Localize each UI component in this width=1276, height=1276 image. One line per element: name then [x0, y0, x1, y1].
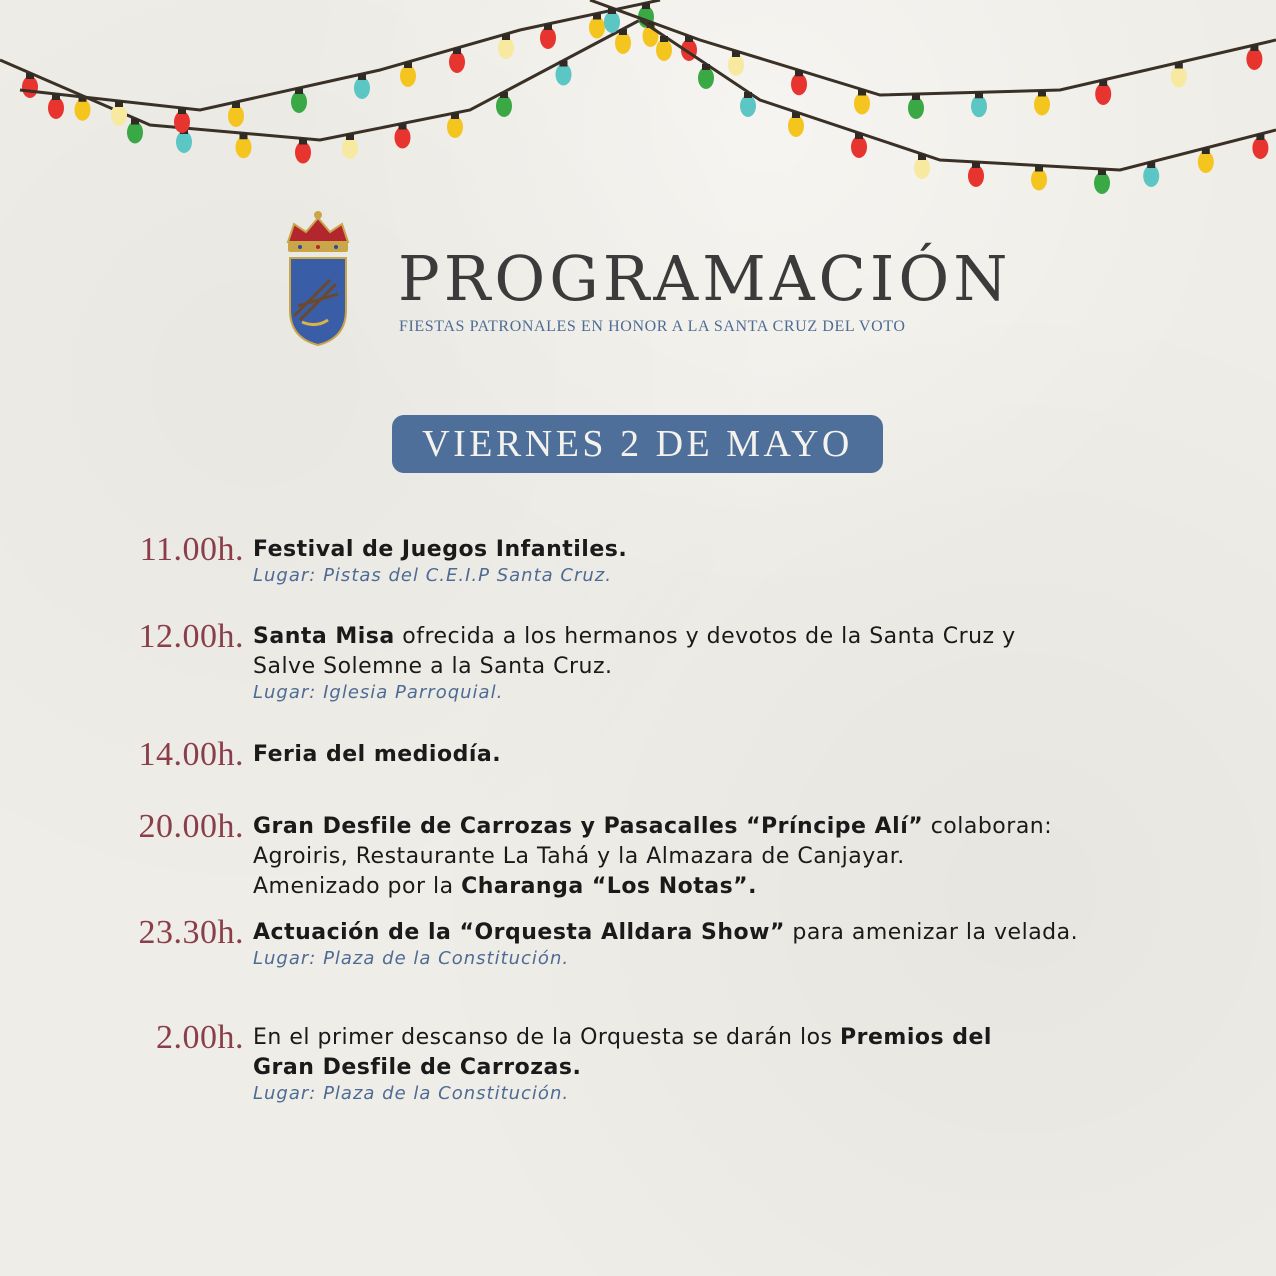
light-socket-icon [685, 36, 693, 42]
light-socket-icon [702, 64, 710, 70]
event-line [253, 740, 1213, 770]
light-socket-icon [1202, 148, 1210, 154]
light-bulb-icon [498, 37, 514, 59]
light-bulb-icon [395, 127, 411, 149]
light-bulb-icon [176, 131, 192, 153]
light-socket-icon [560, 61, 568, 67]
event-time: 2.00h. [156, 1019, 244, 1056]
light-bulb-icon [1198, 151, 1214, 173]
event-line [253, 812, 1213, 842]
light-socket-icon [660, 36, 668, 42]
event-line [253, 622, 1213, 652]
event-time: 20.00h. [138, 808, 244, 845]
light-bulb-icon [449, 51, 465, 73]
light-socket-icon [232, 102, 240, 108]
light-bulb-icon [174, 111, 190, 133]
light-socket-icon [52, 94, 60, 100]
event-time: 12.00h. [138, 618, 244, 655]
light-socket-icon [26, 73, 34, 79]
light-bulb-icon [556, 64, 572, 86]
event-line [253, 1023, 1213, 1053]
event-text-bold: Premios del [840, 1025, 992, 1050]
light-socket-icon [918, 154, 926, 160]
light-socket-icon [295, 88, 303, 94]
event-description [253, 740, 1213, 770]
event-text-bold: Gran Desfile de Carrozas. [253, 1055, 582, 1080]
light-bulb-icon [295, 142, 311, 164]
event-time: 11.00h. [139, 531, 244, 568]
light-socket-icon [744, 92, 752, 98]
light-bulb-icon [1034, 94, 1050, 116]
event-text: En el primer descanso de la Orquesta se darán los [253, 1025, 840, 1050]
light-bulb-icon [604, 11, 620, 33]
event-text-bold: Santa Misa [253, 624, 395, 649]
event-place: Lugar: Plaza de la Constitución. [253, 948, 570, 969]
light-socket-icon [732, 51, 740, 57]
light-socket-icon [1256, 134, 1264, 140]
light-bulb-icon [540, 27, 556, 49]
event-text: para amenizar la velada. [784, 920, 1079, 945]
light-socket-icon [502, 34, 510, 40]
event-text: colaboran: [923, 814, 1053, 839]
light-bulb-icon [791, 73, 807, 95]
light-bulb-icon [1171, 66, 1187, 88]
light-socket-icon [1098, 169, 1106, 175]
light-socket-icon [451, 113, 459, 119]
light-socket-icon [912, 94, 920, 100]
light-bulb-icon [291, 91, 307, 113]
light-socket-icon [399, 124, 407, 130]
light-bulb-icon [127, 122, 143, 144]
page-title: PROGRAMACIÓN [398, 242, 1012, 315]
event-text-bold: Actuación de la “Orquesta Alldara Show” [253, 920, 785, 945]
light-socket-icon [358, 74, 366, 80]
light-socket-icon [404, 62, 412, 68]
light-bulb-icon [1246, 48, 1262, 70]
light-bulb-icon [22, 76, 38, 98]
light-bulb-icon [698, 67, 714, 89]
light-bulb-icon [854, 93, 870, 115]
event-line [253, 918, 1213, 948]
light-bulb-icon [914, 157, 930, 179]
light-socket-icon [131, 119, 139, 125]
light-socket-icon [855, 133, 863, 139]
event-text: Amenizado por la [253, 874, 462, 899]
event-description [253, 918, 1213, 948]
light-bulb-icon [354, 77, 370, 99]
event-description [253, 812, 1213, 902]
light-bulb-icon [851, 136, 867, 158]
light-bulb-icon [75, 99, 91, 121]
day-badge: VIERNES 2 DE MAYO [392, 415, 883, 473]
coat-of-arms-icon [280, 210, 356, 350]
light-socket-icon [1147, 162, 1155, 168]
light-bulb-icon [496, 95, 512, 117]
event-text: ofrecida a los hermanos y devotos de la Santa Cruz y [394, 624, 1016, 649]
event-line [253, 842, 1213, 872]
light-bulb-icon [740, 95, 756, 117]
light-bulb-icon [1031, 169, 1047, 191]
light-bulb-icon [1143, 165, 1159, 187]
light-socket-icon [453, 48, 461, 54]
event-description [253, 535, 1213, 565]
light-socket-icon [642, 3, 650, 9]
event-time: 14.00h. [138, 736, 244, 773]
light-bulb-icon [1094, 172, 1110, 194]
light-bulb-icon [447, 116, 463, 138]
light-socket-icon [115, 101, 123, 107]
event-text-bold: Feria del mediodía. [253, 742, 502, 767]
event-place: Lugar: Iglesia Parroquial. [253, 682, 504, 703]
event-line [253, 872, 1213, 902]
light-bulb-icon [48, 97, 64, 119]
light-bulb-icon [589, 17, 605, 39]
light-bulb-icon [656, 39, 672, 61]
page-subtitle: FIESTAS PATRONALES EN HONOR A LA SANTA CRUZ DEL VOTO [399, 318, 906, 335]
light-socket-icon [500, 92, 508, 98]
light-socket-icon [975, 92, 983, 98]
event-description [253, 1023, 1213, 1083]
event-description [253, 622, 1213, 682]
light-bulb-icon [236, 136, 252, 158]
light-socket-icon [1038, 91, 1046, 97]
light-bulb-icon [728, 54, 744, 76]
light-socket-icon [1099, 80, 1107, 86]
light-socket-icon [299, 139, 307, 145]
light-socket-icon [346, 134, 354, 140]
light-socket-icon [1035, 166, 1043, 172]
event-line [253, 535, 1213, 565]
light-bulb-icon [1095, 83, 1111, 105]
light-socket-icon [1175, 63, 1183, 69]
light-bulb-icon [908, 97, 924, 119]
light-socket-icon [593, 14, 601, 20]
light-socket-icon [608, 8, 616, 14]
light-socket-icon [240, 133, 248, 139]
light-bulb-icon [615, 32, 631, 54]
light-bulb-icon [968, 165, 984, 187]
light-socket-icon [178, 108, 186, 114]
light-socket-icon [795, 70, 803, 76]
light-socket-icon [792, 112, 800, 118]
light-socket-icon [544, 24, 552, 30]
light-bulb-icon [1252, 137, 1268, 159]
light-socket-icon [1250, 45, 1258, 51]
event-text-bold: Charanga “Los Notas”. [461, 874, 757, 899]
event-text-bold: Festival de Juegos Infantiles. [253, 537, 628, 562]
event-text: Agroiris, Restaurante La Tahá y la Almazara de Canjayar. [253, 844, 905, 869]
light-bulb-icon [342, 137, 358, 159]
event-text: Salve Solemne a la Santa Cruz. [253, 654, 613, 679]
light-bulb-icon [788, 115, 804, 137]
light-bulb-icon [971, 95, 987, 117]
event-line [253, 1053, 1213, 1083]
event-place: Lugar: Plaza de la Constitución. [253, 1083, 570, 1104]
light-socket-icon [619, 29, 627, 35]
event-place: Lugar: Pistas del C.E.I.P Santa Cruz. [253, 565, 612, 586]
event-time: 23.30h. [138, 914, 244, 951]
event-text-bold: Gran Desfile de Carrozas y Pasacalles “Príncipe Alí” [253, 814, 924, 839]
light-socket-icon [858, 90, 866, 96]
string-lights-decoration [0, 0, 1276, 230]
light-bulb-icon [228, 105, 244, 127]
event-line [253, 652, 1213, 682]
light-bulb-icon [111, 104, 127, 126]
light-bulb-icon [400, 65, 416, 87]
light-socket-icon [972, 162, 980, 168]
